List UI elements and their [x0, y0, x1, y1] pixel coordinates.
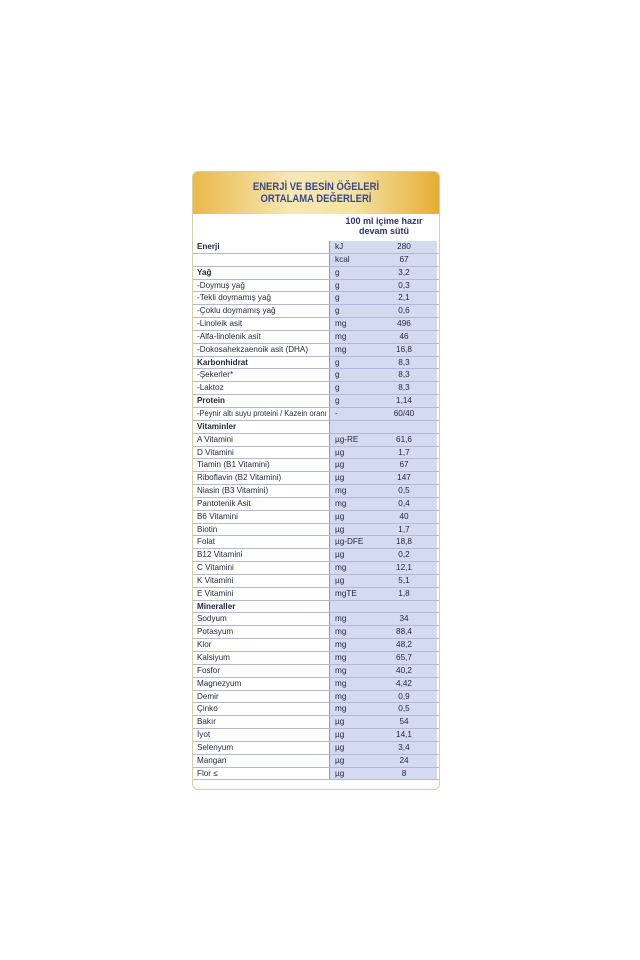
- nutrient-name: Kalsiyum: [197, 653, 230, 662]
- nutrient-unit: µg: [335, 473, 345, 483]
- column-divider: [329, 254, 330, 266]
- table-row: [193, 280, 439, 293]
- column-divider: [329, 511, 330, 523]
- nutrient-value: 54: [399, 717, 409, 727]
- nutrient-unit: g: [335, 383, 340, 393]
- nutrient-name: Enerji: [197, 242, 220, 251]
- column-header: [331, 216, 437, 236]
- nutrient-unit: µg: [335, 575, 345, 585]
- nutrient-name: B6 Vitamini: [197, 511, 238, 521]
- value-cell-background: [329, 601, 437, 613]
- nutrient-name: Klor: [197, 640, 212, 650]
- column-divider: [329, 318, 330, 330]
- nutrient-unit: µg: [335, 511, 345, 521]
- column-divider: [329, 447, 330, 459]
- nutrient-value: 0,6: [398, 306, 410, 316]
- nutrient-value: 48,2: [396, 640, 412, 650]
- nutrient-unit: -: [335, 408, 338, 418]
- nutrient-unit: g: [335, 396, 340, 406]
- column-divider: [329, 691, 330, 703]
- nutrient-unit: mg: [335, 678, 347, 688]
- column-divider: [329, 536, 330, 548]
- table-row: [193, 588, 439, 601]
- table-row: [193, 652, 439, 665]
- column-divider: [329, 639, 330, 651]
- nutrient-value: 8,3: [398, 383, 410, 393]
- table-row: [193, 678, 439, 691]
- table-row: [193, 524, 439, 537]
- nutrient-name: Selenyum: [197, 742, 234, 752]
- nutrient-value: 67: [399, 460, 409, 470]
- nutrient-value: 40: [399, 511, 409, 521]
- nutrient-unit: mg: [335, 640, 347, 650]
- nutrient-value: 1,7: [398, 524, 410, 534]
- nutrient-name: Folat: [197, 537, 216, 547]
- nutrient-unit: mg: [335, 691, 347, 701]
- nutrient-value: 12,1: [396, 563, 412, 573]
- nutrient-name: Bakır: [197, 717, 216, 727]
- nutrient-unit: g: [335, 267, 340, 277]
- table-row: [193, 613, 439, 626]
- nutrient-unit: µg: [335, 730, 345, 740]
- table-row: [193, 729, 439, 742]
- table-row: [193, 498, 439, 511]
- nutrient-unit: kJ: [335, 242, 344, 251]
- nutrient-value: 8,3: [398, 357, 410, 367]
- nutrient-unit: µg: [335, 768, 345, 778]
- nutrient-unit: mg: [335, 344, 347, 354]
- column-header-line-1: 100 ml içime hazır: [345, 216, 423, 226]
- column-divider: [329, 434, 330, 446]
- nutrient-name: Demir: [197, 691, 219, 701]
- nutrition-table: [193, 241, 439, 780]
- nutrient-value: 16,8: [396, 344, 412, 354]
- nutrient-name: Mineraller: [197, 601, 236, 611]
- table-row: [193, 459, 439, 472]
- nutrient-value: 65,7: [396, 653, 412, 662]
- nutrient-unit: µg: [335, 717, 345, 727]
- nutrient-value: 24: [399, 755, 409, 765]
- column-divider: [329, 703, 330, 715]
- nutrient-name: Vitaminler: [197, 421, 237, 431]
- nutrient-name: C Vitamini: [197, 563, 234, 573]
- nutrient-value: 0,3: [398, 280, 410, 290]
- nutrient-name: -Laktoz: [197, 383, 224, 393]
- nutrient-value: 67: [399, 254, 409, 264]
- nutrient-value: 34: [399, 614, 409, 624]
- nutrient-unit: mg: [335, 665, 347, 675]
- column-header-line-2: devam sütü: [358, 226, 409, 236]
- column-divider: [329, 472, 330, 484]
- column-divider: [329, 549, 330, 561]
- column-divider: [329, 357, 330, 369]
- nutrient-name: E Vitamini: [197, 588, 234, 598]
- table-row: [193, 292, 439, 305]
- nutrient-name: Fosfor: [197, 665, 221, 675]
- nutrient-unit: g: [335, 357, 340, 367]
- table-row: [193, 369, 439, 382]
- nutrient-name: K Vitamini: [197, 575, 234, 585]
- table-row: [193, 382, 439, 395]
- nutrient-name: B12 Vitamini: [197, 550, 243, 560]
- nutrient-value: 61,6: [396, 434, 412, 444]
- column-divider: [329, 665, 330, 677]
- nutrient-value: 1,7: [398, 447, 410, 457]
- nutrient-name: Niasin (B3 Vitamini): [197, 486, 269, 496]
- nutrient-unit: µg: [335, 460, 345, 470]
- nutrient-name: -Peynir altı suyu proteini / Kazein oranı: [197, 408, 327, 418]
- table-row: [193, 241, 439, 254]
- nutrient-unit: mg: [335, 653, 347, 662]
- column-divider: [329, 421, 330, 433]
- table-row: [193, 408, 439, 421]
- nutrient-unit: µg-RE: [335, 434, 359, 444]
- column-divider: [329, 524, 330, 536]
- nutrient-name: İyot: [197, 730, 211, 740]
- column-divider: [329, 382, 330, 394]
- column-divider: [329, 459, 330, 471]
- table-row: [193, 511, 439, 524]
- nutrient-unit: mg: [335, 498, 347, 508]
- nutrient-value: 5,1: [398, 575, 410, 585]
- table-row: [193, 601, 439, 614]
- table-row: [193, 472, 439, 485]
- nutrient-name: A Vitamini: [197, 434, 233, 444]
- nutrient-name: -Alfa-linolenik asit: [197, 331, 261, 341]
- nutrient-name: Pantotenik Asit: [197, 498, 251, 508]
- table-row: [193, 665, 439, 678]
- nutrient-name: Çinko: [197, 704, 218, 714]
- table-row: [193, 421, 439, 434]
- nutrient-unit: mgTE: [335, 588, 357, 598]
- nutrient-name: D Vitamini: [197, 447, 234, 457]
- nutrient-unit: g: [335, 293, 340, 303]
- nutrient-value: 40,2: [396, 665, 412, 675]
- table-row: [193, 755, 439, 768]
- column-divider: [329, 408, 330, 420]
- column-divider: [329, 588, 330, 600]
- nutrient-value: 14,1: [396, 730, 412, 740]
- nutrient-name: Protein: [197, 396, 225, 406]
- nutrient-value: 60/40: [393, 408, 415, 418]
- nutrient-name: Potasyum: [197, 627, 234, 637]
- column-divider: [329, 678, 330, 690]
- nutrient-value: 147: [397, 473, 411, 483]
- table-row: [193, 639, 439, 652]
- nutrient-name: Magnezyum: [197, 678, 242, 688]
- table-row: [193, 447, 439, 460]
- column-divider: [329, 562, 330, 574]
- nutrient-unit: mg: [335, 614, 347, 624]
- title-line-1: ENERJİ VE BESİN ÖĞELERİ: [252, 181, 380, 193]
- table-row: [193, 344, 439, 357]
- nutrient-name: -Tekli doymamış yağ: [197, 293, 272, 303]
- column-divider: [329, 305, 330, 317]
- nutrient-value: 496: [397, 319, 411, 329]
- nutrient-value: 280: [397, 242, 411, 251]
- nutrient-unit: mg: [335, 704, 347, 714]
- nutrient-name: Yağ: [197, 267, 212, 277]
- column-divider: [329, 729, 330, 741]
- column-divider: [329, 485, 330, 497]
- column-divider: [329, 626, 330, 638]
- nutrient-value: 1,14: [396, 396, 412, 406]
- table-row: [193, 691, 439, 704]
- nutrient-unit: g: [335, 306, 340, 316]
- table-row: [193, 318, 439, 331]
- table-row: [193, 742, 439, 755]
- nutrient-unit: mg: [335, 627, 347, 637]
- nutrient-unit: g: [335, 280, 340, 290]
- nutrient-value: 0,5: [398, 704, 410, 714]
- nutrient-value: 18,8: [396, 537, 412, 547]
- nutrient-name: Flor ≤: [197, 768, 218, 778]
- column-divider: [329, 344, 330, 356]
- title-banner: [193, 172, 439, 214]
- nutrient-unit: µg: [335, 447, 345, 457]
- column-divider: [329, 755, 330, 767]
- nutrient-value: 46: [399, 331, 409, 341]
- nutrient-name: Biotin: [197, 524, 218, 534]
- table-row: [193, 562, 439, 575]
- nutrient-unit: µg: [335, 550, 345, 560]
- nutrient-unit: kcal: [335, 254, 350, 264]
- nutrient-unit: µg-DFE: [335, 537, 364, 547]
- table-row: [193, 536, 439, 549]
- table-row: [193, 331, 439, 344]
- column-divider: [329, 716, 330, 728]
- table-row: [193, 357, 439, 370]
- table-row: [193, 267, 439, 280]
- column-divider: [329, 241, 330, 253]
- nutrient-value: 1,8: [398, 588, 410, 598]
- column-divider: [329, 280, 330, 292]
- table-row: [193, 549, 439, 562]
- nutrient-unit: mg: [335, 331, 347, 341]
- nutrient-value: 0,2: [398, 550, 410, 560]
- column-divider: [329, 267, 330, 279]
- column-divider: [329, 498, 330, 510]
- nutrient-unit: mg: [335, 486, 347, 496]
- nutrient-name: Riboflavin (B2 Vitamini): [197, 473, 282, 483]
- column-divider: [329, 331, 330, 343]
- column-divider: [329, 369, 330, 381]
- nutrient-unit: g: [335, 370, 340, 380]
- nutrient-unit: µg: [335, 755, 345, 765]
- nutrient-value: 2,1: [398, 293, 410, 303]
- nutrient-name: -Doymuş yağ: [197, 280, 245, 290]
- nutrient-name: -Dokosahekzaenoik asit (DHA): [197, 344, 309, 354]
- column-divider: [329, 742, 330, 754]
- table-row: [193, 575, 439, 588]
- table-row: [193, 768, 439, 781]
- nutrient-value: 88,4: [396, 627, 412, 637]
- nutrient-value: 0,4: [398, 498, 410, 508]
- table-row: [193, 716, 439, 729]
- column-divider: [329, 575, 330, 587]
- nutrient-unit: µg: [335, 742, 345, 752]
- nutrient-value: 3,4: [398, 742, 410, 752]
- nutrient-value: 0,9: [398, 691, 410, 701]
- title-line-2: ORTALAMA DEĞERLERİ: [260, 193, 372, 205]
- nutrient-value: 8,3: [398, 370, 410, 380]
- nutrition-panel: [192, 171, 440, 790]
- column-divider: [329, 292, 330, 304]
- nutrient-value: 0,5: [398, 486, 410, 496]
- footnote-fragment: · · · · ·: [192, 793, 224, 799]
- nutrient-value: 3,2: [398, 267, 410, 277]
- nutrient-unit: mg: [335, 319, 347, 329]
- nutrient-name: -Şekerler*: [197, 370, 234, 380]
- nutrient-name: Karbonhidrat: [197, 357, 248, 367]
- column-divider: [329, 652, 330, 664]
- column-divider: [329, 601, 330, 613]
- column-divider: [329, 613, 330, 625]
- column-divider: [329, 395, 330, 407]
- table-row: [193, 703, 439, 716]
- table-row: [193, 434, 439, 447]
- nutrient-name: Tiamin (B1 Vitamini): [197, 460, 270, 470]
- nutrient-unit: µg: [335, 524, 345, 534]
- nutrient-name: -Linoleik asit: [197, 319, 243, 329]
- column-divider: [329, 768, 330, 780]
- nutrient-name: -Çoklu doymamış yağ: [197, 306, 276, 316]
- table-row: [193, 305, 439, 318]
- table-row: [193, 485, 439, 498]
- nutrient-name: Sodyum: [197, 614, 227, 624]
- table-row: [193, 395, 439, 408]
- nutrient-value: 4,42: [396, 678, 412, 688]
- table-row: [193, 254, 439, 267]
- nutrient-name: Mangan: [197, 755, 227, 765]
- table-row: [193, 626, 439, 639]
- nutrient-unit: mg: [335, 563, 347, 573]
- nutrient-value: 8: [401, 768, 407, 778]
- value-cell-background: [329, 421, 437, 433]
